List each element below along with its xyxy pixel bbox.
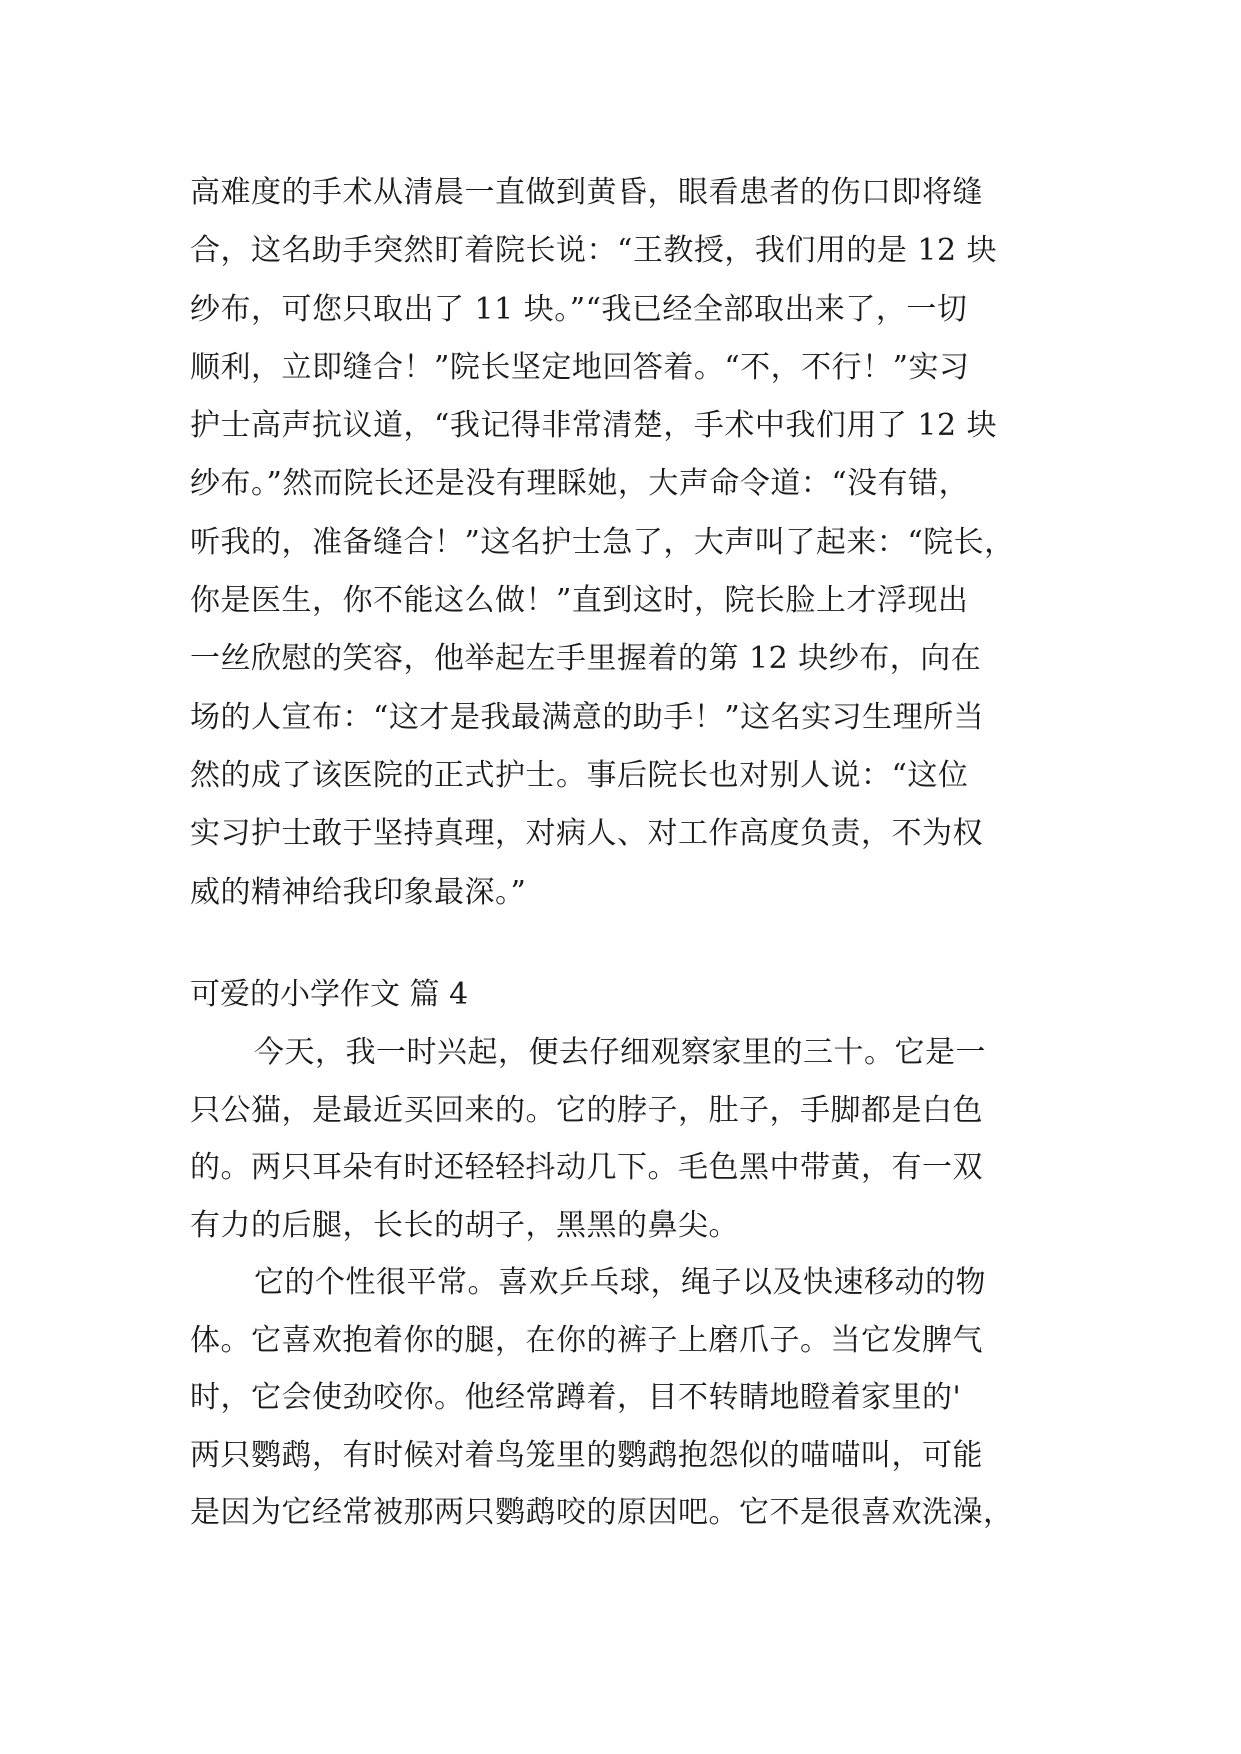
text-line: 威的精神给我印象最深。” bbox=[190, 874, 527, 910]
text-line: 护士高声抗议道，“我记得非常清楚，手术中我们用了 12 块 bbox=[190, 408, 998, 444]
section-heading: 可爱的小学作文 篇 4 bbox=[190, 977, 469, 1012]
text-line: 高难度的手术从清晨一直做到黄昏，眼看患者的伤口即将缝 bbox=[190, 175, 983, 210]
text-line: 然的成了该医院的正式护士。事后院长也对别人说：“这位 bbox=[190, 757, 969, 793]
text-line: 你是医生，你不能这么做！”直到这时，院长脸上才浮现出 bbox=[190, 583, 969, 619]
paragraph-first-line: 它的个性很平常。喜欢乒乓球，绳子以及快速移动的物 bbox=[254, 1265, 986, 1300]
text-line: 时，它会使劲咬你。他经常蹲着，目不转睛地瞪着家里的' bbox=[190, 1380, 962, 1415]
text-line: 两只鹦鹉，有时候对着鸟笼里的鹦鹉抱怨似的喵喵叫，可能 bbox=[190, 1437, 983, 1473]
paragraph-first-line: 今天，我一时兴起，便去仔细观察家里的三十。它是一 bbox=[254, 1035, 986, 1070]
text-line: 只公猫，是最近买回来的。它的脖子，肚子，手脚都是白色 bbox=[190, 1092, 983, 1128]
text-line: 是因为它经常被那两只鹦鹉咬的原因吧。它不是很喜欢洗澡， bbox=[190, 1495, 1014, 1530]
text-line: 实习护士敢于坚持真理，对病人、对工作高度负责，不为权 bbox=[190, 816, 983, 852]
text-line: 一丝欣慰的笑容，他举起左手里握着的第 12 块纱布，向在 bbox=[190, 641, 982, 677]
text-line: 的。两只耳朵有时还轻轻抖动几下。毛色黑中带黄，有一双 bbox=[190, 1150, 983, 1185]
text-line: 纱布，可您只取出了 11 块。”“我已经全部取出来了，一切 bbox=[190, 291, 968, 327]
text-line: 体。它喜欢抱着你的腿，在你的裤子上磨爪子。当它发脾气 bbox=[190, 1322, 983, 1358]
text-line: 场的人宣布：“这才是我最满意的助手！”这名实习生理所当 bbox=[190, 699, 985, 735]
story-continuation-paragraph bbox=[190, 164, 1050, 922]
essay-body bbox=[190, 1024, 1050, 1542]
text-line: 听我的，准备缝合！”这名护士急了，大声叫了起来：“院长， bbox=[190, 524, 1015, 560]
text-line: 合，这名助手突然盯着院长说：“王教授，我们用的是 12 块 bbox=[190, 233, 998, 269]
text-line: 有力的后腿，长长的胡子，黑黑的鼻尖。 bbox=[190, 1207, 739, 1243]
text-line: 纱布。”然而院长还是没有理睬她，大声命令道：“没有错， bbox=[190, 466, 970, 502]
text-line: 顺利，立即缝合！”院长坚定地回答着。“不，不行！”实习 bbox=[190, 349, 970, 385]
